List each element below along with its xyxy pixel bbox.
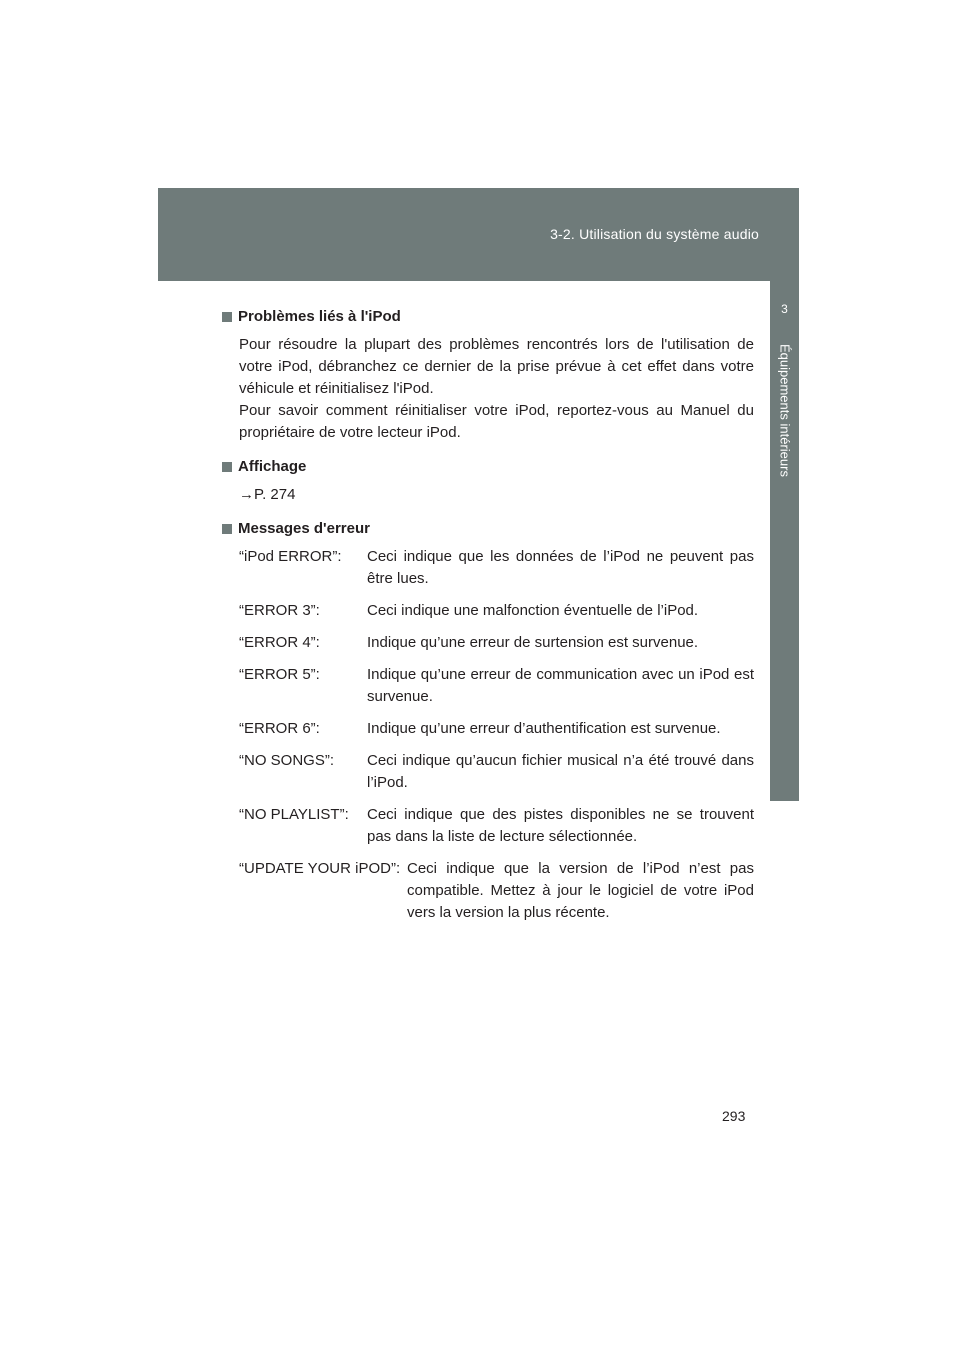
chapter-number: 3 — [770, 281, 799, 336]
error-code: “ERROR 4”: — [239, 634, 320, 651]
error-code: “ERROR 6”: — [239, 720, 320, 737]
heading-error-messages — [222, 518, 754, 540]
error-description: Indique qu’une erreur d’authentification est survenue. — [367, 720, 721, 737]
error-code: “iPod ERROR”: — [239, 548, 342, 565]
page-number: 293 — [722, 1108, 746, 1124]
square-bullet-icon — [222, 312, 232, 322]
error-item — [239, 804, 754, 848]
square-bullet-icon — [222, 524, 232, 534]
paragraph: Pour savoir comment réinitialiser votre iPod, reportez-vous au Manuel du propriétaire de votre lecteur iPod. — [239, 402, 754, 441]
heading-text: Affichage — [238, 458, 307, 475]
error-message-list — [239, 546, 754, 924]
error-description: Indique qu’une erreur de surtension est survenue. — [367, 634, 699, 651]
page-content — [222, 306, 754, 934]
error-item — [239, 600, 754, 622]
heading-display — [222, 456, 754, 478]
error-item — [239, 664, 754, 708]
error-code: “NO SONGS”: — [239, 752, 335, 769]
ipod-problems-body — [239, 334, 754, 444]
error-code: “UPDATE YOUR iPOD”: — [239, 860, 401, 877]
heading-text: Problèmes liés à l'iPod — [238, 308, 401, 325]
error-item — [239, 632, 754, 654]
error-item — [239, 546, 754, 590]
error-item — [239, 858, 754, 924]
error-description: Ceci indique que les données de l’iPod ne peuvent pas être lues. — [367, 548, 754, 587]
section-title: 3-2. Utilisation du système audio — [550, 226, 759, 242]
chapter-label-box — [770, 336, 799, 801]
error-description: Ceci indique que des pistes disponibles ne se trouvent pas dans la liste de lecture sélectionnée. — [367, 806, 754, 845]
page-reference: →P. 274 — [239, 486, 296, 503]
chapter-label: Équipements intérieurs — [777, 344, 792, 477]
error-code: “NO PLAYLIST”: — [239, 806, 349, 823]
heading-ipod-problems — [222, 306, 754, 328]
error-description: Ceci indique qu’aucun fichier musical n’a été trouvé dans l’iPod. — [367, 752, 754, 791]
chapter-tab — [770, 281, 799, 801]
error-description: Ceci indique une malfonction éventuelle de l’iPod. — [367, 602, 699, 619]
error-code: “ERROR 3”: — [239, 602, 320, 619]
error-description: Indique qu’une erreur de communication avec un iPod est survenue. — [367, 666, 754, 705]
heading-text: Messages d'erreur — [238, 520, 370, 537]
error-code: “ERROR 5”: — [239, 666, 320, 683]
square-bullet-icon — [222, 462, 232, 472]
header-band — [158, 188, 799, 281]
paragraph: Pour résoudre la plupart des problèmes rencontrés lors de l'utilisation de votre iPod, débranchez ce dernier de la prise prévue à cet effet dans votre véhicule et réinitialisez l'iPod. — [239, 336, 754, 397]
error-item — [239, 750, 754, 794]
error-item — [239, 718, 754, 740]
error-description: Ceci indique que la version de l’iPod n’est pas compatible. Mettez à jour le logiciel de votre iPod vers la version la plus récente. — [407, 860, 754, 921]
